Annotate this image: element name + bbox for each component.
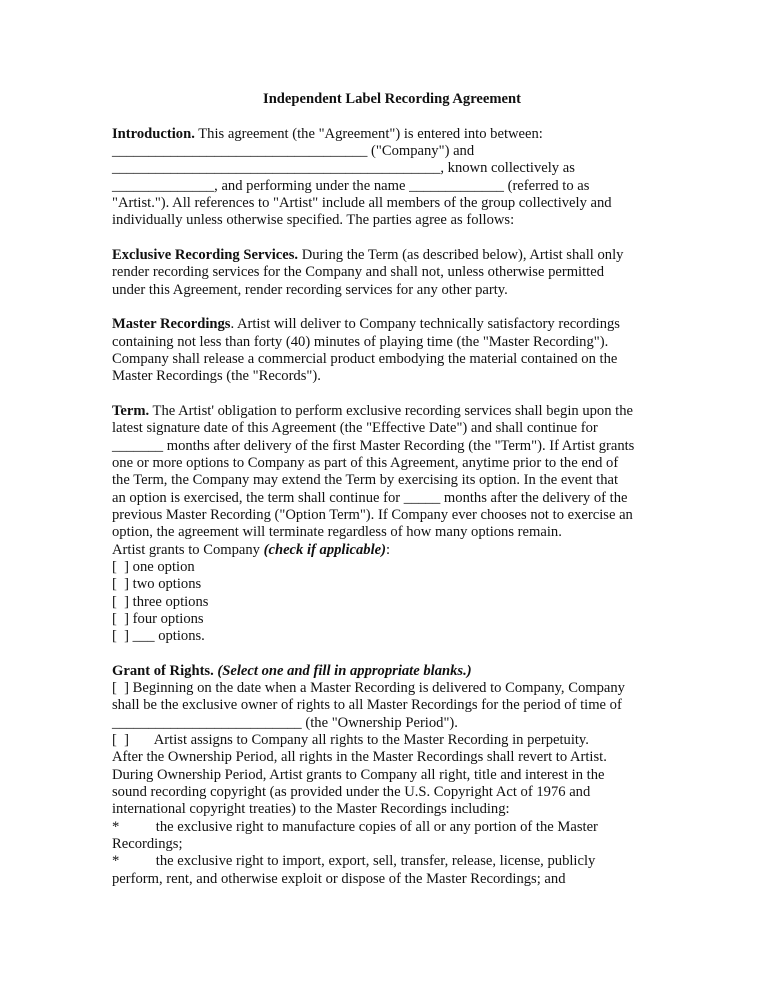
line-text: __________________________ (the "Ownership Period"). [112,714,458,731]
text-line [112,680,672,697]
line-text: [ ] three options [112,593,209,610]
text-line [112,472,672,489]
line-text: previous Master Recording ("Option Term"). If Company ever chooses not to exercise an [112,506,633,523]
line-text: under this Agreement, render recording services for any other party. [112,281,508,298]
text-line [112,316,672,333]
paragraph-master-recordings [112,316,672,385]
document-title: Independent Label Recording Agreement [263,91,521,107]
line-text: containing not less than forty (40) minutes of playing time (the "Master Recording"). [112,333,609,350]
text-line [112,784,672,801]
text-line [112,749,672,766]
line-text: ___________________________________ ("Company") and [112,142,475,159]
emphasis-text: Master Recordings [112,316,231,333]
line-text: Artist grants to Company [112,541,264,558]
line-text: international copyright treaties) to the Master Recordings including: [112,801,510,818]
text-line [112,490,672,507]
line-text: * the exclusive right to manufacture copies of all or any portion of the Master [112,818,598,835]
emphasis-text: (Select one and fill in appropriate blanks.) [217,662,472,679]
line-text: _______ months after delivery of the first Master Recording (the "Term"). If Artist grants [112,437,635,454]
line-text: _____________________________________________, known collectively as [112,160,575,177]
paragraph-exclusive-recording-services [112,247,672,299]
emphasis-text: Grant of Rights. [112,662,214,679]
text-line [112,767,672,784]
emphasis-text: Introduction. [112,125,195,142]
line-text: Recordings; [112,836,183,853]
line-text: . Artist will deliver to Company technically satisfactory recordings [230,316,620,333]
line-text: During Ownership Period, Artist grants to Company all right, title and interest in the [112,766,605,783]
text-line [112,143,672,160]
text-line [112,403,672,420]
blank-line [112,108,672,125]
text-line [112,819,672,836]
text-line [112,524,672,541]
line-text: [ ] two options [112,576,202,593]
blank-line [112,386,672,403]
text-line [112,282,672,299]
document-page [112,91,672,888]
text-line [112,663,672,680]
text-line [112,871,672,888]
line-text: one or more options to Company as part of this Agreement, anytime prior to the end of [112,454,619,471]
line-text: [ ] Artist assigns to Company all rights to the Master Recording in perpetuity. [112,732,589,749]
text-line [112,212,672,229]
text-line [112,507,672,524]
text-line [112,697,672,714]
text-line [112,368,672,385]
line-text: individually unless otherwise specified. The parties agree as follows: [112,212,515,229]
text-line [112,715,672,732]
text-line [112,853,672,870]
text-line [112,438,672,455]
text-line [112,178,672,195]
text-line [112,247,672,264]
line-text: perform, rent, and otherwise exploit or dispose of the Master Recordings; and [112,870,566,887]
line-text: [ ] Beginning on the date when a Master Recording is delivered to Company, Company [112,680,625,697]
line-text: During the Term (as described below), Artist shall only [298,246,624,263]
text-line [112,542,672,559]
text-line [112,420,672,437]
text-line [112,732,672,749]
paragraph-introduction [112,126,672,230]
line-text: render recording services for the Company and shall not, unless otherwise permitted [112,264,604,281]
line-text: The Artist' obligation to perform exclusive recording services shall begin upon the [149,402,633,419]
line-text: sound recording copyright (as provided under the U.S. Copyright Act of 1976 and [112,784,591,801]
blank-line [112,646,672,663]
line-text: * the exclusive right to import, export, sell, transfer, release, license, publicly [112,853,596,870]
line-text: option, the agreement will terminate regardless of how many options remain. [112,524,562,541]
line-text: the Term, the Company may extend the Term by exercising its option. In the event that [112,472,619,489]
text-line [112,576,672,593]
line-text: latest signature date of this Agreement (the "Effective Date") and shall continue for [112,420,598,437]
text-line [112,594,672,611]
blank-line [112,299,672,316]
line-text: [ ] ___ options. [112,628,205,645]
line-text: "Artist."). All references to "Artist" include all members of the group collectively and [112,194,612,211]
text-line [112,334,672,351]
text-line [112,160,672,177]
line-text: [ ] one option [112,558,195,575]
line-text: Company shall release a commercial product embodying the material contained on the [112,350,618,367]
text-line [112,836,672,853]
text-line [112,611,672,628]
text-line [112,264,672,281]
line-text: Master Recordings (the "Records"). [112,368,321,385]
text-line [112,455,672,472]
paragraph-grant-of-rights [112,663,672,888]
document-body [112,126,672,888]
text-line [112,628,672,645]
line-text: shall be the exclusive owner of rights to all Master Recordings for the period of time of [112,697,622,714]
emphasis-text: Exclusive Recording Services. [112,246,299,263]
line-text: This agreement (the "Agreement") is entered into between: [194,125,543,142]
line-text: : [386,541,391,558]
text-line [112,559,672,576]
line-text: an option is exercised, the term shall continue for _____ months after the delivery of the [112,489,628,506]
text-line [112,351,672,368]
line-text: ______________, and performing under the name _____________ (referred to as [112,177,590,194]
text-line [112,126,672,143]
emphasis-text: Term. [112,402,150,419]
blank-line [112,230,672,247]
line-text: After the Ownership Period, all rights in the Master Recordings shall revert to Artist. [112,749,607,766]
emphasis-text: (check if applicable) [263,541,386,558]
text-line [112,801,672,818]
line-text: [ ] four options [112,610,204,627]
text-line [112,195,672,212]
paragraph-term [112,403,672,646]
